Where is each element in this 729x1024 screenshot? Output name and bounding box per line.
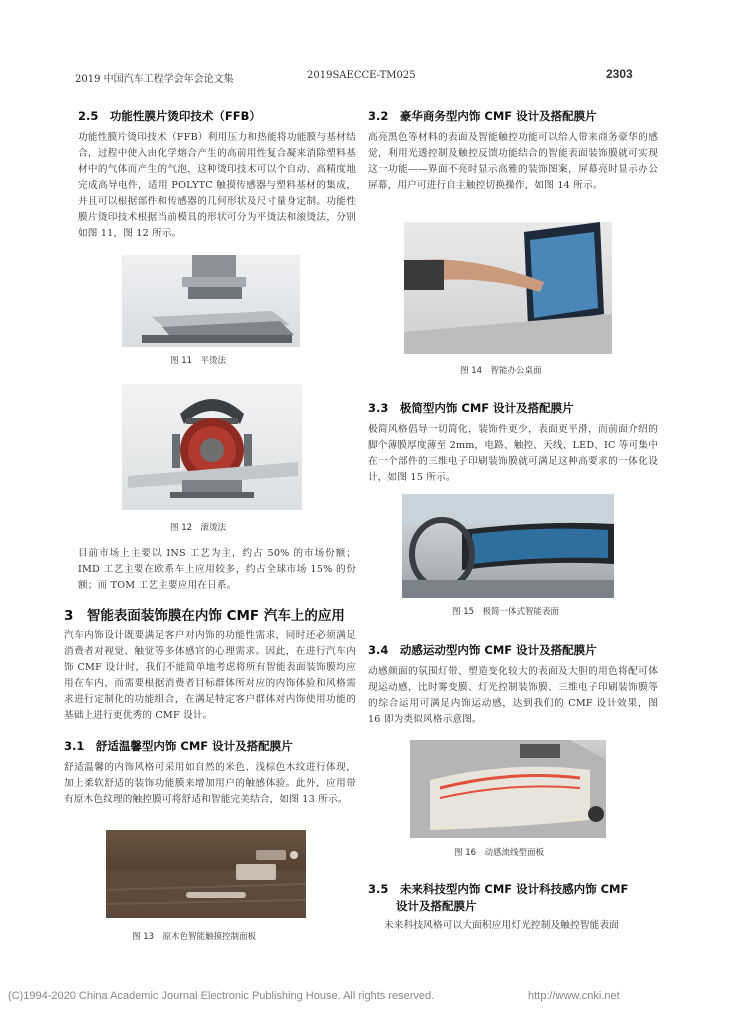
section-2-5-heading: 2.5 功能性膜片烫印技术（FFB）	[78, 109, 261, 123]
page-number: 2303	[606, 67, 633, 81]
figure-14-image	[404, 222, 612, 354]
section-3-4-paragraph: 动感颜面的氛围灯带、塑造变化较大的表面及大胆的用色将配可体现运动感，比时雾变膜、灯光控制装饰膜、三维电子印刷装饰膜等的综合运用可满足内饰运动感，达到我们的 CMF 设计效果，图 16 即为类似风格示意图。	[368, 666, 658, 725]
section-3-5-paragraph: 未来科技风格可以大面积应用灯光控制及触控智能表面	[384, 920, 620, 931]
footer-url[interactable]: http://www.cnki.net	[528, 990, 620, 1002]
footer-copyright: (C)1994-2020 China Academic Journal Electronic Publishing House. All rights reserved.	[8, 990, 435, 1002]
figure-14-caption: 图 14 智能办公桌面	[460, 366, 542, 376]
market-share-paragraph: 目前市场上主要以 INS 工艺为主，约占 50% 的市场份额；IMD 工艺主要在欧系车上应用较多，约占全球市场 15% 的份额；而 TOM 工艺主要应用在日系。	[78, 548, 356, 591]
section-3-1-paragraph: 舒适温馨的内饰风格可采用如自然的米色、浅棕色木纹进行体现，加上柔软舒适的装饰功能膜来增加用户的触感体验。此外，应用带有原木色纹理的触控膜可将舒适和智能完美结合，如图 13 所示。	[64, 762, 356, 805]
figure-12-caption: 图 12 滚烫法	[170, 523, 227, 533]
section-3-paragraph: 汽车内饰设计既要满足客户对内饰的功能性需求，同时还必须满足消费者对视觉、触觉等多体感官的心理需求。因此，在进行汽车内饰 CMF 设计时，我们不能简单地考虑将所有智能表面装饰膜均应用在车内，而需要根据消费者目标群体所对应的内饰体验和风格需求进行定制化的功能组合，在满足特定客户群体对内饰使用功能的基础上进行更优秀的 CMF 设计。	[64, 630, 356, 721]
section-2-5-paragraph: 功能性膜片烫印技术（FFB）利用压力和热能将功能膜与基材结合，过程中使入由化学熔合产生的高前用性复合凝来消除塑料基材中的气体而产生的气泡，这种烫印技术可以个自动、高精度地完成高导电件，适用 POLYTC 触摸传感器与塑料基材的集成，并且可以根据部件和传感器的几何形状及尺寸量身定制。功能性膜片烫印技术根据当前模具的形状可分为平烫法和滚烫法，分别如图 11，图 12 所示。	[78, 132, 356, 239]
running-header-left: 2019 中国汽车工程学会年会论文集	[75, 74, 234, 85]
running-header-code: 2019SAECCE-TM025	[307, 70, 416, 81]
figure-16-caption: 图 16 动感流线型面板	[454, 848, 545, 858]
section-3-2-heading: 3.2 豪华商务型内饰 CMF 设计及搭配膜片	[368, 109, 597, 123]
figure-12-image	[122, 384, 302, 510]
figure-16-image	[410, 740, 606, 838]
section-3-3-heading: 3.3 极简型内饰 CMF 设计及搭配膜片	[368, 401, 574, 415]
figure-15-caption: 图 15 极简一体式智能表面	[452, 607, 560, 617]
section-3-heading: 3 智能表面装饰膜在内饰 CMF 汽车上的应用	[64, 608, 345, 624]
figure-15-image	[402, 494, 614, 598]
figure-11-image	[122, 255, 300, 347]
figure-13-caption: 图 13 原木色智能触摸控制面板	[132, 932, 257, 942]
section-3-5-heading-line1: 3.5 未来科技型内饰 CMF 设计科技感内饰 CMF	[368, 882, 629, 896]
section-3-2-paragraph: 高亮黑色等材料的表面及智能触控功能可以给人带来商务豪华的感觉，利用光透控制及触控反馈功能结合的智能表面装饰膜就可实现这一功能——界面不亮时显示高雅的装饰图案，屏幕亮时显示办公屏幕，用户可进行自主触控切换操作，如图 14 所示。	[368, 132, 658, 191]
section-3-4-heading: 3.4 动感运动型内饰 CMF 设计及搭配膜片	[368, 643, 597, 657]
section-3-5-heading-line2: 设计及搭配膜片	[396, 899, 477, 913]
figure-11-caption: 图 11 平烫法	[170, 356, 227, 366]
section-3-3-paragraph: 极简风格倡导一切简化，装饰件更少，表面更平滑，而前面介绍的脚个薄膜厚度薄至 2mm，电路、触控、天线、LED、IC 等可集中在一个部件的三维电子印刷装饰膜就可满足这种高要求的一体化设计，如图 15 所示。	[368, 424, 658, 483]
figure-13-image	[106, 830, 306, 918]
section-3-1-heading: 3.1 舒适温馨型内饰 CMF 设计及搭配膜片	[64, 739, 293, 753]
